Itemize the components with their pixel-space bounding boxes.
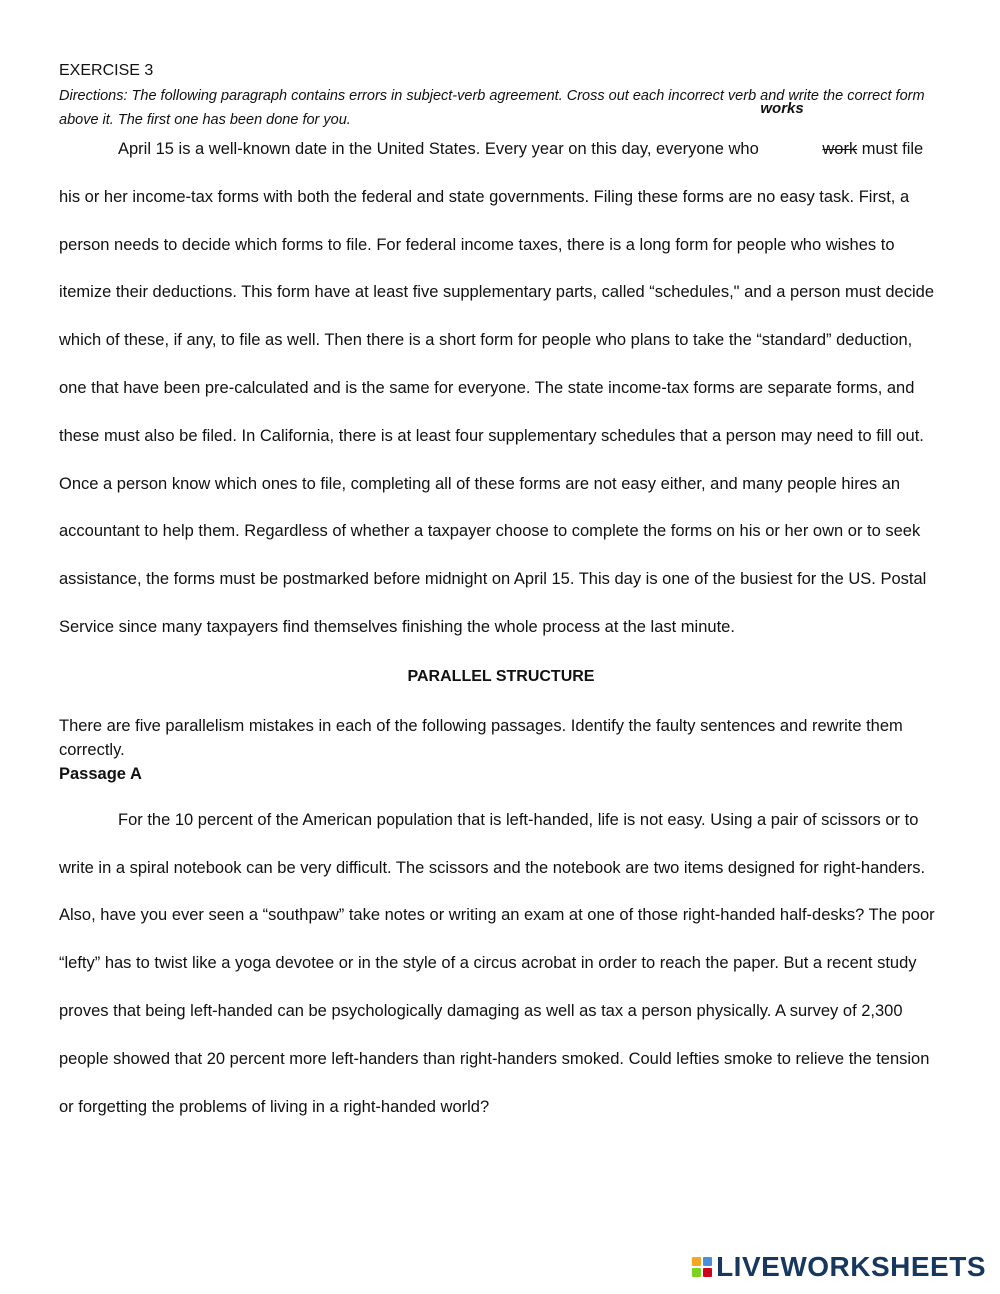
brand-name: LIVEWORKSHEETS [716,1251,986,1282]
brand-logo [692,1252,986,1282]
exercise-title: EXERCISE 3 [59,62,154,79]
passage-title: Passage A [59,764,142,783]
section-title: PARALLEL STRUCTURE [407,667,595,685]
logo-tile-e [703,1268,712,1277]
exercise-directions: Directions: The following paragraph contains errors in subject-verb agreement. Cross out each incorrect verb and write the correct form above it. The first one has been done for you. [59,88,925,128]
logo-tile-l [692,1257,701,1266]
section-intro: There are five parallelism mistakes in each of the following passages. Identify the faulty sentences and rewrite them correctly. [59,716,903,759]
logo-tile-v [692,1268,701,1277]
logo-tile-i [703,1257,712,1266]
example-correction [760,100,858,174]
crossed-out-word: work [822,140,858,158]
paragraph-before: April 15 is a well-known date in the United States. Every year on this day, everyone who [118,140,764,158]
paragraph-after: must file his or her income-tax forms with both the federal and state governments. Filing these forms are no easy task. First, a person needs to decide which forms to file. For federal income taxes, there is a long form for people who wishes to itemize their deductions. This form have at least five supplementary parts, called “schedules," and a person must decide which of these, if any, to file as well. Then there is a short form for people who plans to take the “standard” deduction, one that have been pre-calculated and is the same for everyone. The state income-tax forms are separate forms, and these must also be filed. In California, there is at least four supplementary schedules that a person may need to fill out. Once a person know which ones to file, completing all of these forms are not easy either, and many people hires an accountant to help them. Regardless of whether a taxpayer choose to complete the forms on his or her own or to seek assistance, the forms must be postmarked before midnight on April 15. This day is one of the busiest for the US. Postal Service since many taxpayers find themselves finishing the whole process at the last minute. [59,140,934,636]
liveworksheets-logo-icon [692,1257,712,1277]
worksheet-page [59,60,943,1131]
correction-word: works [760,100,804,117]
passage-text: For the 10 percent of the American population that is left-handed, life is not easy. Using a pair of scissors or to write in a spiral notebook can be very difficult. The scissors and the notebook are two items designed for right-handers. Also, have you ever seen a “southpaw” take notes or writing an exam at one of those right-handed half-desks? The poor “lefty” has to twist like a yoga devotee or in the style of a circus acrobat in order to reach the paper. But a recent study proves that being left-handed can be psychologically damaging as well as tax a person physically. A survey of 2,300 people showed that 20 percent more left-handers than right-handers smoked. Could lefties smoke to relieve the tension or forgetting the problems of living in a right-handed world? [59,810,935,1116]
